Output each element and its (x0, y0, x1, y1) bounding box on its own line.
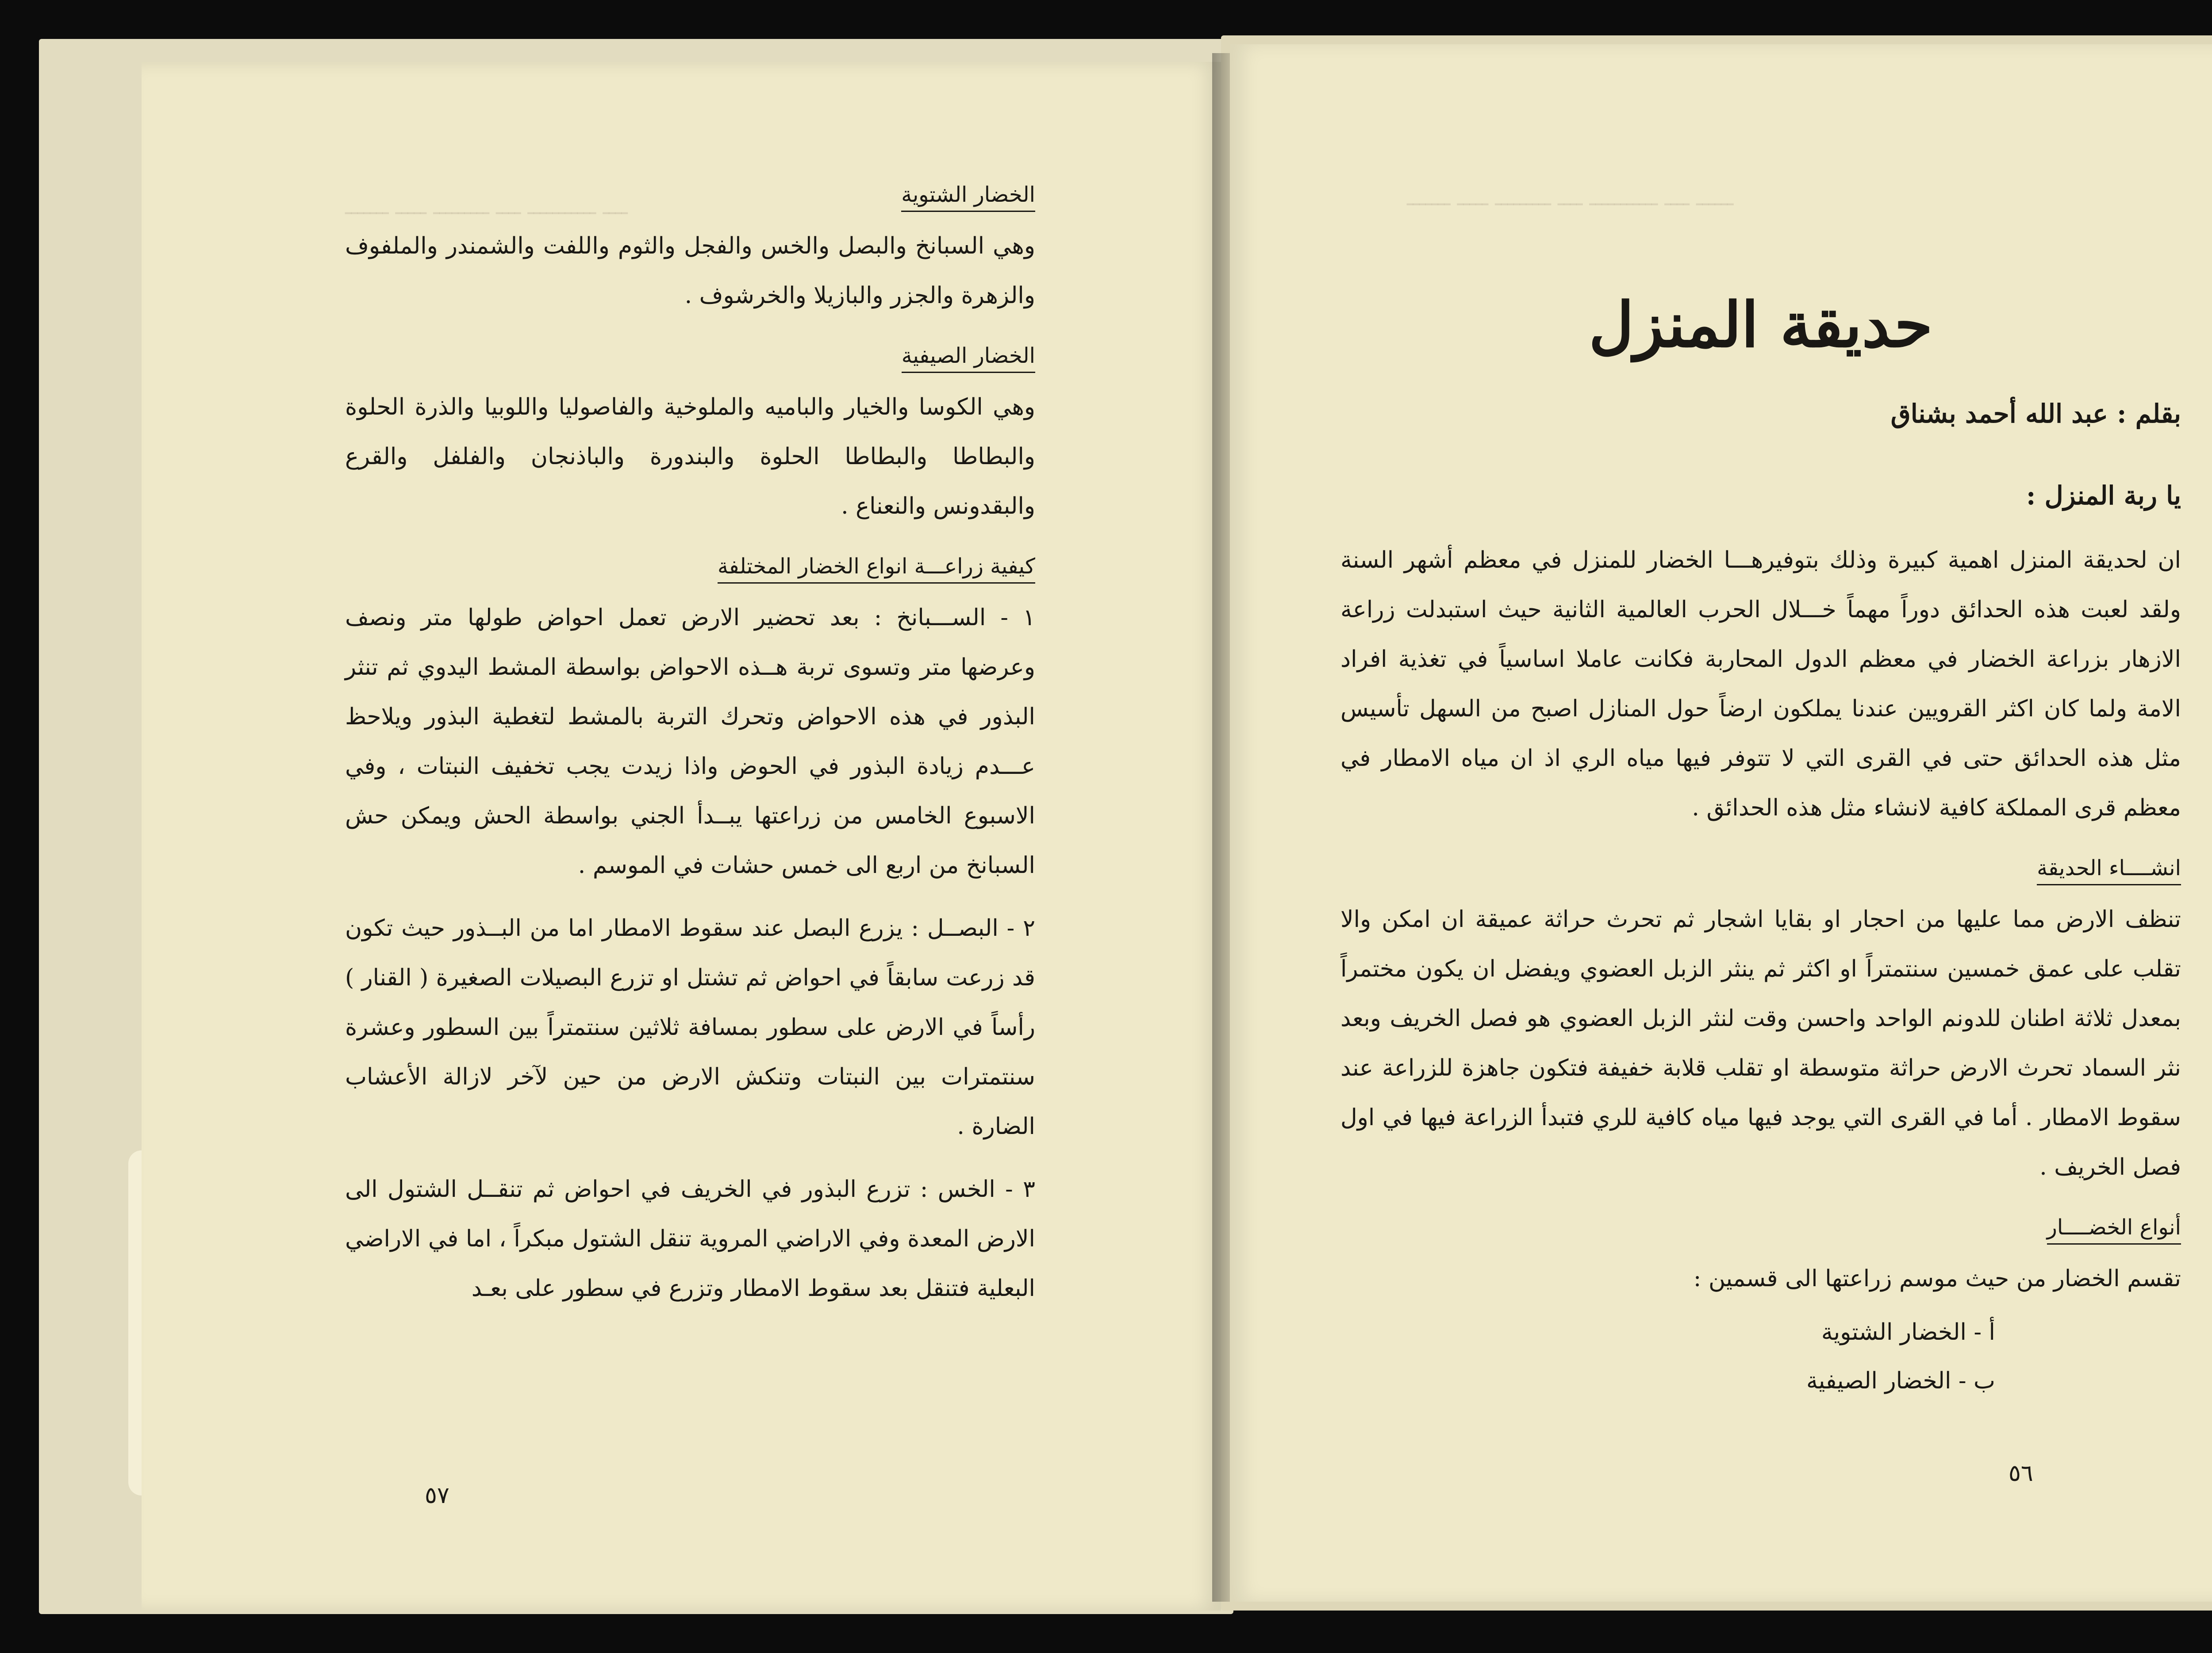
intro-paragraph: ان لحديقة المنزل اهمية كبيرة وذلك بتوفيرهـــا الخضار للمنزل في معظم أشهر السنة ولقد لعبت هذه الحدائق دوراً مهماً خـــلال الحرب العالمية الثانية حيث استبدلت زراعة الازهار بزراعة الخضار في معظم الدول المحاربة فكانت عاملا اساسياً في تغذية افراد الامة ولما كان اكثر القرويين عندنا يملكون ارضاً حول المنازل اصبح من السهل تأسيس مثل هذه الحدائق حتى في القرى التي لا تتوفر فيها مياه الري اذ ان مياه الامطار في معظم قرى المملكة كافية لانشاء مثل هذه الحدائق . (1340, 547, 2181, 821)
article-title: حديقة المنزل (1589, 289, 1933, 361)
left-page (142, 62, 1221, 1611)
right-page (1230, 44, 2212, 1602)
summer-vegetables-heading: الخضار الصيفية (345, 338, 1035, 373)
page-number-right: ٥٦ (2008, 1460, 2033, 1487)
author-byline: بقلم : عبد الله أحمد بشناق (1890, 399, 2181, 429)
winter-vegetables-list-item: أ - الخضار الشتوية (1821, 1319, 1995, 1345)
winter-vegetables-text: وهي السبانخ والبصل والخس والفجل والثوم واللفت والشمندر والملفوف والزهرة والجزر والبازيلا والخرشوف . (345, 233, 1035, 309)
page-number-left: ٥٧ (425, 1482, 449, 1509)
establishing-garden-heading: انشــــاء الحديقة (1340, 850, 2181, 886)
left-page-column (345, 177, 1035, 1326)
right-page-column (1340, 177, 2181, 1405)
show-through-text: ـــــــ ـــــ ـــــــــ ــــ ـــــــــــ ــــ (345, 195, 628, 219)
lettuce-paragraph: ٣ - الخس : تزرع البذور في الخريف في احواض ثم تنقــل الشتول الى الارض المعدة وفي الاراضي المروية تنقل الشتول مبكراً ، اما في الاراضي البعلية فتنقل بعد سقوط الامطار وتزرع في سطور على بعـد (345, 1176, 1035, 1302)
winter-vegetables-heading: الخضار الشتوية (345, 177, 1035, 212)
show-through-text: ـــــــ ـــــ ـــــــــ ــــ ـــــــــــ ــــ ــــــ (1407, 186, 1734, 211)
spinach-paragraph: ١ - الســـبانخ : بعد تحضير الارض تعمل احواض طولها متر ونصف وعرضها متر وتسوى تربة هــذه الاحواض بواسطة المشط اليدوي ثم تنثر البذور في هذه الاحواض وتحرك التربة بالمشط لتغطية البذور ويلاحظ عـــدم زيادة البذور في الحوض واذا زيدت يجب تخفيف النبتات ، وفي الاسبوع الخامس من زراعتها يبــدأ الجني بواسطة الحش ويمكن حش السبانخ من اربع الى خمس حشات في الموسم . (345, 604, 1035, 879)
establishing-garden-paragraph: تنظف الارض مما عليها من احجار او بقايا اشجار ثم تحرث حراثة عميقة ان امكن والا تقلب على عمق خمسين سنتمتراً او اكثر ثم ينثر الزبل العضوي ويفضل ان يكون مختمراً بمعدل ثلاثة اطنان للدونم الواحد واحسن وقت لنثر الزبل العضوي هو فصل الخريف وبعد نثر السماد تحرث الارض حراثة متوسطة او تقلب قلابة خفيفة فتكون جاهزة للزراعة عند سقوط الامطار . أما في القرى التي يوجد فيها مياه كافية للري فتبدأ الزراعة فيها في اول فصل الخريف . (1340, 906, 2181, 1180)
vegetable-types-heading: أنواع الخضــــار (1340, 1210, 2181, 1245)
summer-vegetables-list-item: ب - الخضار الصيفية (1806, 1368, 1995, 1394)
vegetable-types-intro: تقسم الخضار من حيث موسم زراعتها الى قسمين : (1693, 1265, 2181, 1292)
intro-heading: يا ربة المنزل : (2026, 481, 2181, 511)
onion-paragraph: ٢ - البصــل : يزرع البصل عند سقوط الامطار اما من البــذور حيث تكون قد زرعت سابقاً في احواض ثم تشتل او تزرع البصيلات الصغيرة ( القنار ) رأساً في الارض على سطور بمسافة ثلاثين سنتمتراً بين السطور وعشرة سنتمترات بين النبتات وتنكش الارض من حين لآخر لازالة الأعشاب الضارة . (345, 915, 1035, 1140)
summer-vegetables-text: وهي الكوسا والخيار والباميه والملوخية والفاصوليا واللوبيا والذرة الحلوة والبطاطا والبطاطا الحلوة والبندورة والباذنجان والفلفل والقرع والبقدونس والنعناع . (345, 394, 1035, 519)
how-to-plant-heading: كيفية زراعـــة انواع الخضار المختلفة (345, 549, 1035, 584)
